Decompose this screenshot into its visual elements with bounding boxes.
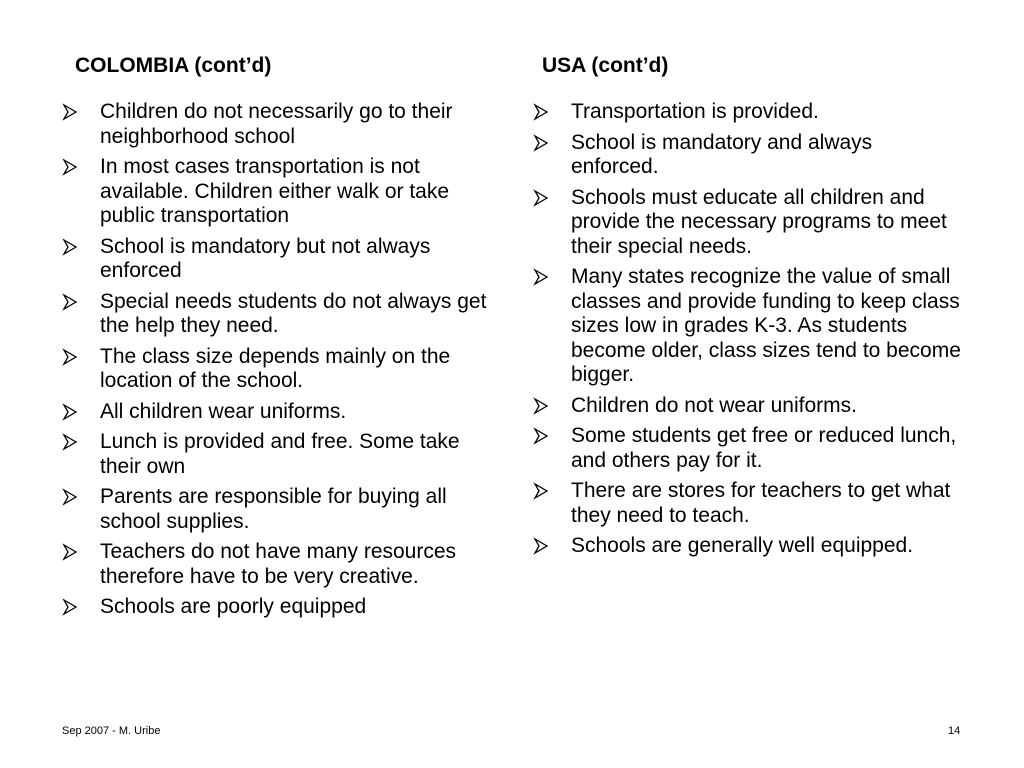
- arrowhead-bullet-icon: [62, 543, 78, 561]
- bullet-item: [533, 394, 963, 419]
- arrowhead-bullet-icon: [62, 403, 78, 421]
- usa-column-title: USA (cont’d): [542, 54, 669, 77]
- bullet-text: Schools are generally well equipped.: [571, 534, 914, 557]
- bullet-item: [62, 235, 502, 284]
- bullet-item: [62, 100, 502, 149]
- arrowhead-bullet-icon: [62, 103, 78, 121]
- bullet-text: Children do not wear uniforms.: [571, 393, 857, 417]
- bullet-text: Schools are poorly equipped: [100, 595, 367, 618]
- arrowhead-bullet-icon: [62, 293, 78, 311]
- arrowhead-bullet-icon: [62, 488, 78, 506]
- bullet-item: [62, 485, 502, 534]
- bullet-text: Many states recognize the value of small classes and provide funding to keep class sizes low in grades K-3. As students become older, class sizes tend to become bigger.: [571, 265, 961, 386]
- page-number: 14: [948, 725, 961, 737]
- bullet-text: Children do not necessarily go to their neighborhood school: [100, 100, 453, 148]
- bullet-item: [533, 479, 963, 528]
- arrowhead-bullet-icon: [62, 348, 78, 366]
- bullet-text: In most cases transportation is not available. Children either walk or take public transportation: [100, 155, 450, 227]
- colombia-bullet-list: [62, 100, 502, 626]
- arrowhead-bullet-icon: [533, 537, 549, 555]
- bullet-item: [62, 540, 502, 589]
- bullet-item: [533, 424, 963, 473]
- bullet-text: There are stores for teachers to get what they need to teach.: [571, 479, 951, 527]
- bullet-item: [62, 345, 502, 394]
- arrowhead-bullet-icon: [62, 433, 78, 451]
- colombia-column-title: COLOMBIA (cont’d): [75, 54, 272, 77]
- footer-author-date: Sep 2007 - M. Uribe: [62, 725, 161, 737]
- bullet-item: [533, 186, 963, 260]
- bullet-item: [62, 400, 502, 425]
- arrowhead-bullet-icon: [533, 103, 549, 121]
- arrowhead-bullet-icon: [533, 482, 549, 500]
- arrowhead-bullet-icon: [533, 427, 549, 445]
- arrowhead-bullet-icon: [533, 134, 549, 152]
- arrowhead-bullet-icon: [533, 268, 549, 286]
- bullet-text: Schools must educate all children and provide the necessary programs to meet their special needs.: [571, 185, 947, 258]
- bullet-text: All children wear uniforms.: [100, 399, 347, 423]
- bullet-text: Teachers do not have many resources therefore have to be very creative.: [100, 540, 457, 588]
- bullet-text: Parents are responsible for buying all school supplies.: [100, 485, 447, 533]
- arrowhead-bullet-icon: [62, 598, 78, 616]
- bullet-item: [62, 595, 502, 620]
- bullet-item: [62, 430, 502, 479]
- bullet-text: Some students get free or reduced lunch, and others pay for it.: [571, 424, 957, 472]
- bullet-item: [533, 265, 963, 388]
- bullet-item: [62, 290, 502, 339]
- bullet-text: Special needs students do not always get the help they need.: [100, 289, 487, 337]
- bullet-text: Transportation is provided.: [571, 100, 819, 123]
- bullet-item: [62, 155, 502, 229]
- bullet-text: School is mandatory and always enforced.: [571, 130, 873, 178]
- usa-bullet-list: [533, 100, 963, 565]
- bullet-text: School is mandatory but not always enforced: [100, 234, 431, 282]
- bullet-item: [533, 534, 963, 559]
- arrowhead-bullet-icon: [533, 397, 549, 415]
- arrowhead-bullet-icon: [533, 189, 549, 207]
- bullet-text: Lunch is provided and free. Some take their own: [100, 430, 460, 478]
- arrowhead-bullet-icon: [62, 158, 78, 176]
- bullet-text: The class size depends mainly on the location of the school.: [100, 344, 451, 392]
- bullet-item: [533, 131, 963, 180]
- bullet-item: [533, 100, 963, 125]
- arrowhead-bullet-icon: [62, 238, 78, 256]
